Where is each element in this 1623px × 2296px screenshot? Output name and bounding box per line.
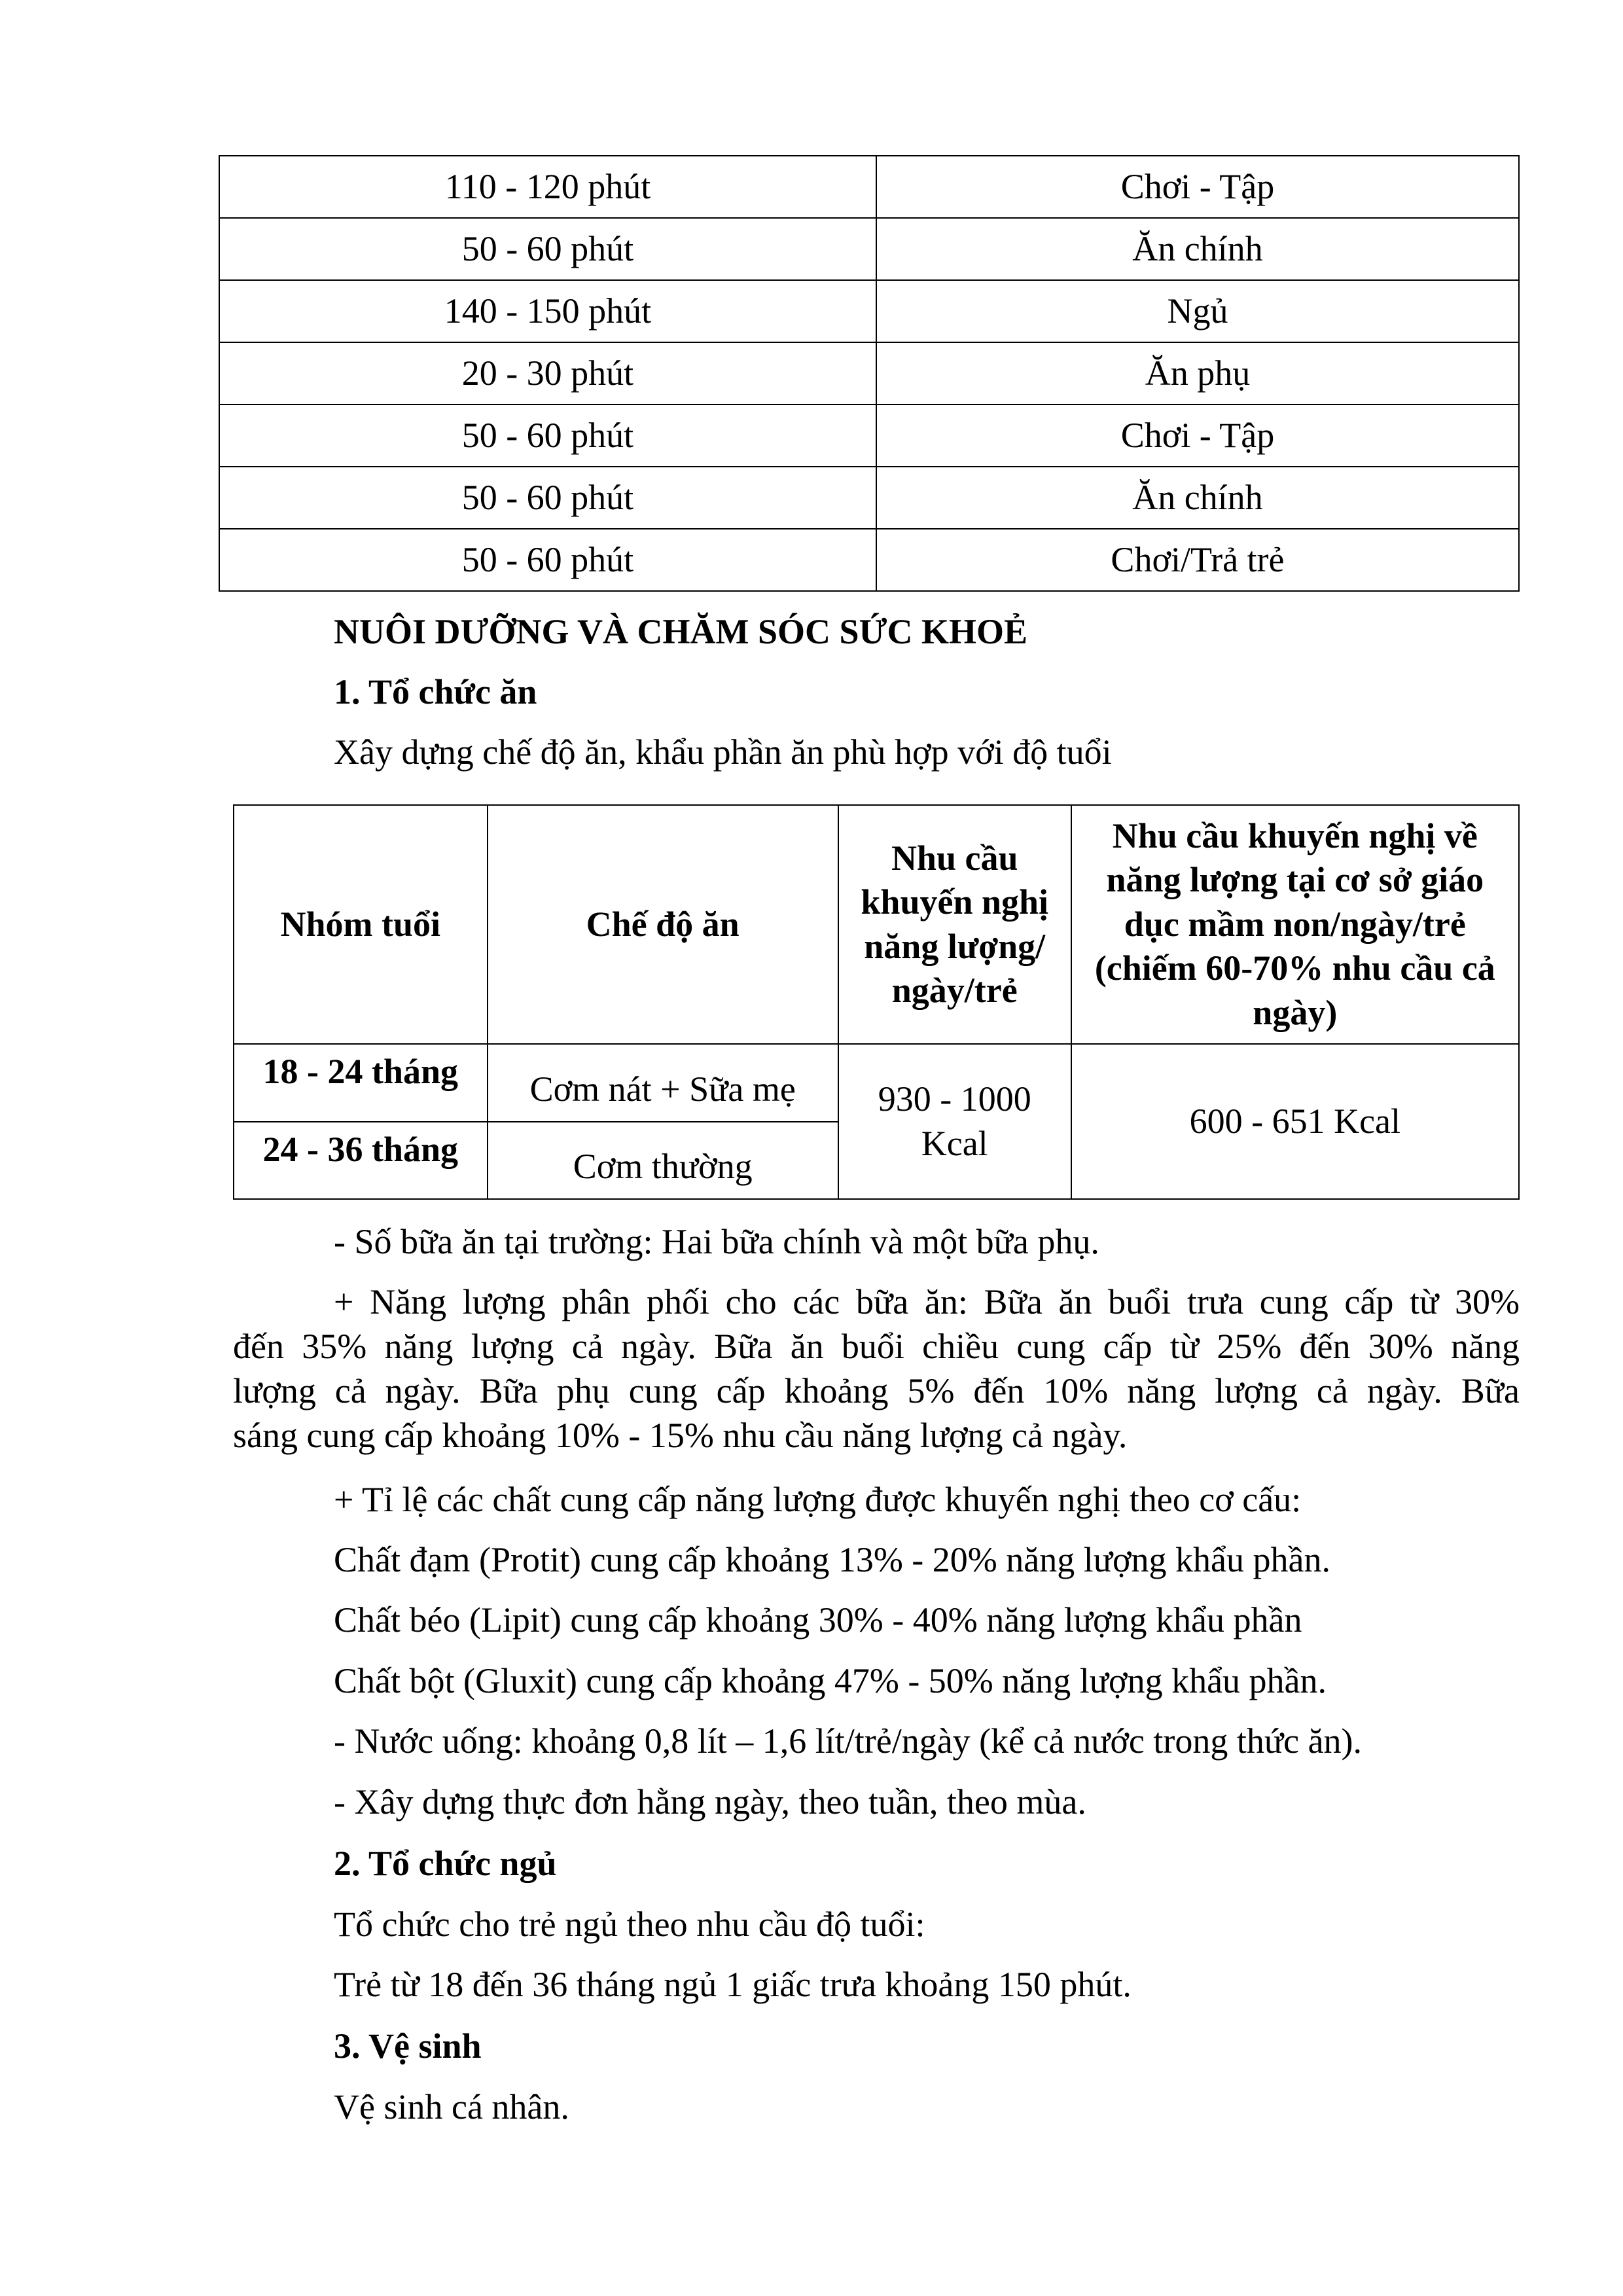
activity-cell: Ăn chính [876,467,1519,529]
activity-cell: Chơi - Tập [876,404,1519,467]
fat-line: Chất béo (Lipit) cung cấp khoảng 30% - 40% năng lượng khẩu phần [334,1600,1302,1640]
water-line: - Nước uống: khoảng 0,8 lít – 1,6 lít/trẻ/ngày (kể cả nước trong thức ăn). [334,1721,1363,1761]
schedule-row [219,467,1519,529]
daily-energy-cell: 930 - 1000 Kcal [838,1044,1071,1199]
carb-line: Chất bột (Gluxit) cung cấp khoảng 47% - 50% năng lượng khẩu phần. [334,1661,1327,1700]
subsection-title-eating: 1. Tổ chức ăn [334,672,537,711]
energy-line: đến 35% năng lượng cả ngày. Bữa ăn buổi chiều cung cấp từ 25% đến 30% năng [233,1327,1520,1366]
diet-cell: Cơm nát + Sữa mẹ [488,1044,838,1122]
protein-line: Chất đạm (Protit) cung cấp khoảng 13% - 20% năng lượng khẩu phần. [334,1540,1330,1579]
eating-intro: Xây dựng chế độ ăn, khẩu phần ăn phù hợp với độ tuổi [334,732,1112,772]
age-cell: 18 - 24 tháng [234,1044,488,1122]
age-cell: 24 - 36 tháng [234,1122,488,1199]
sleep-intro: Tổ chức cho trẻ ngủ theo nhu cầu độ tuổi: [334,1905,925,1944]
schedule-row [219,404,1519,467]
diet-table [233,804,1520,1200]
school-energy-cell: 600 - 651 Kcal [1071,1044,1519,1199]
activity-cell: Chơi - Tập [876,156,1519,218]
schedule-table [219,155,1520,592]
header-diet: Chế độ ăn [488,805,838,1044]
schedule-row [219,280,1519,342]
header-age-group: Nhóm tuổi [234,805,488,1044]
energy-line: sáng cung cấp khoảng 10% - 15% nhu cầu năng lượng cả ngày. [233,1416,1128,1455]
menu-line: - Xây dựng thực đơn hằng ngày, theo tuần, theo mùa. [334,1782,1086,1821]
schedule-row [219,342,1519,404]
energy-line: lượng cả ngày. Bữa phụ cung cấp khoảng 5% đến 10% năng lượng cả ngày. Bữa [233,1371,1520,1410]
activity-cell: Ngủ [876,280,1519,342]
duration-cell: 140 - 150 phút [219,280,876,342]
ratio-intro: + Tỉ lệ các chất cung cấp năng lượng được khuyến nghị theo cơ cấu: [334,1480,1302,1519]
schedule-row [219,218,1519,280]
section-title: NUÔI DƯỠNG VÀ CHĂM SÓC SỨC KHOẺ [334,612,1028,651]
subsection-title-sleep: 2. Tổ chức ngủ [334,1844,557,1883]
hygiene-intro: Vệ sinh cá nhân. [334,2087,569,2126]
duration-cell: 20 - 30 phút [219,342,876,404]
duration-cell: 110 - 120 phút [219,156,876,218]
duration-cell: 50 - 60 phút [219,529,876,591]
activity-cell: Ăn phụ [876,342,1519,404]
sleep-detail: Trẻ từ 18 đến 36 tháng ngủ 1 giấc trưa khoảng 150 phút. [334,1965,1132,2004]
header-daily-energy: Nhu cầu khuyến nghị năng lượng/ ngày/trẻ [838,805,1071,1044]
duration-cell: 50 - 60 phút [219,218,876,280]
schedule-row [219,529,1519,591]
subsection-title-hygiene: 3. Vệ sinh [334,2026,482,2066]
meals-count: - Số bữa ăn tại trường: Hai bữa chính và một bữa phụ. [334,1222,1099,1261]
activity-cell: Ăn chính [876,218,1519,280]
duration-cell: 50 - 60 phút [219,467,876,529]
schedule-row [219,156,1519,218]
activity-cell: Chơi/Trả trẻ [876,529,1519,591]
energy-line: + Năng lượng phân phối cho các bữa ăn: Bữa ăn buổi trưa cung cấp từ 30% [334,1282,1520,1321]
diet-cell: Cơm thường [488,1122,838,1199]
duration-cell: 50 - 60 phút [219,404,876,467]
header-school-energy: Nhu cầu khuyến nghị về năng lượng tại cơ sở giáo dục mầm non/ngày/trẻ (chiếm 60-70% nhu cầu cả ngày) [1071,805,1519,1044]
